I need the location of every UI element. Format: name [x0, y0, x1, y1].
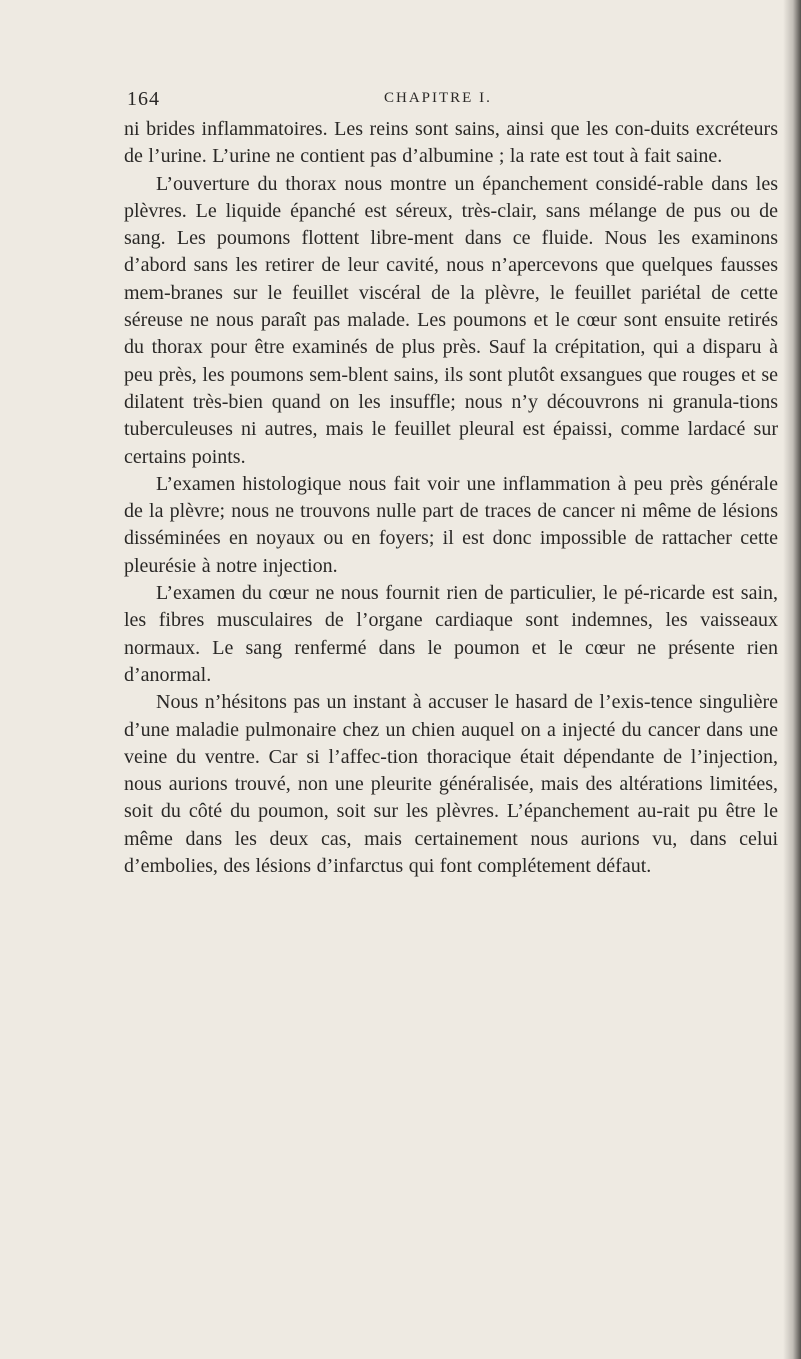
running-title: CHAPITRE I.	[384, 90, 492, 106]
paragraph-heart-exam: L’examen du cœur ne nous fournit rien de particulier, le pé-ricarde est sain, les fibres musculaires de l’organe cardiaque sont indemnes, les vaisseaux normaux. Le sang renfermé dans le poumon et le cœur ne présente rien d’anormal.	[124, 582, 778, 686]
page-header	[127, 88, 687, 116]
paragraph-histology: L’examen histologique nous fait voir une inflammation à peu près générale de la plèvre; nous ne trouvons nulle part de traces de cancer ni même de lésions disséminées en noyaux ou en foyers; il est donc impossible de rattacher cette pleurésie à notre injection.	[124, 472, 778, 577]
paragraph-conclusion: Nous n’hésitons pas un instant à accuser le hasard de l’exis-tence singulière d’une maladie pulmonaire chez un chien auquel on a injecté du cancer dans une veine du ventre. Car si l’affec-tion thoracique était dépendante de l’injection, nous aurions trouvé, non une pleurite généralisée, mais des altérations limitées, soit du côté du poumon, soit sur les plèvres. L’épanchement au-rait pu être le même dans les deux cas, mais certainement nous aurions vu, dans celui d’embolies, des lésions d’infarctus qui font complétement défaut.	[124, 691, 778, 878]
paragraph-thorax-opening: L’ouverture du thorax nous montre un épanchement considé-rable dans les plèvres. Le liquide épanché est séreux, très-clair, sans mélange de pus ou de sang. Les poumons flottent libre-ment dans ce fluide. Nous les examinons d’abord sans les retirer de leur cavité, nous n’apercevons que quelques fausses mem-branes sur le feuillet viscéral de la plèvre, le feuillet pariétal de cette séreuse ne nous paraît pas malade. Les poumons et le cœur sont ensuite retirés du thorax pour être examinés de plus près. Sauf la crépitation, qui a disparu à peu près, les poumons sem-blent sains, ils sont plutôt exsangues que rouges et se dilatent très-bien quand on les insuffle; nous n’y découvrons ni granula-tions tuberculeuses ni autres, mais le feuillet pleural est épaissi, comme lardacé sur certains points.	[124, 172, 778, 468]
page-number: 164	[127, 88, 160, 110]
page-edge-shadow	[783, 0, 801, 1359]
paragraph-continued: ni brides inflammatoires. Les reins sont sains, ainsi que les con-duits excréteurs de l’urine. L’urine ne contient pas d’albumine ; la rate est tout à fait saine.	[124, 118, 778, 168]
body-text	[124, 116, 778, 880]
